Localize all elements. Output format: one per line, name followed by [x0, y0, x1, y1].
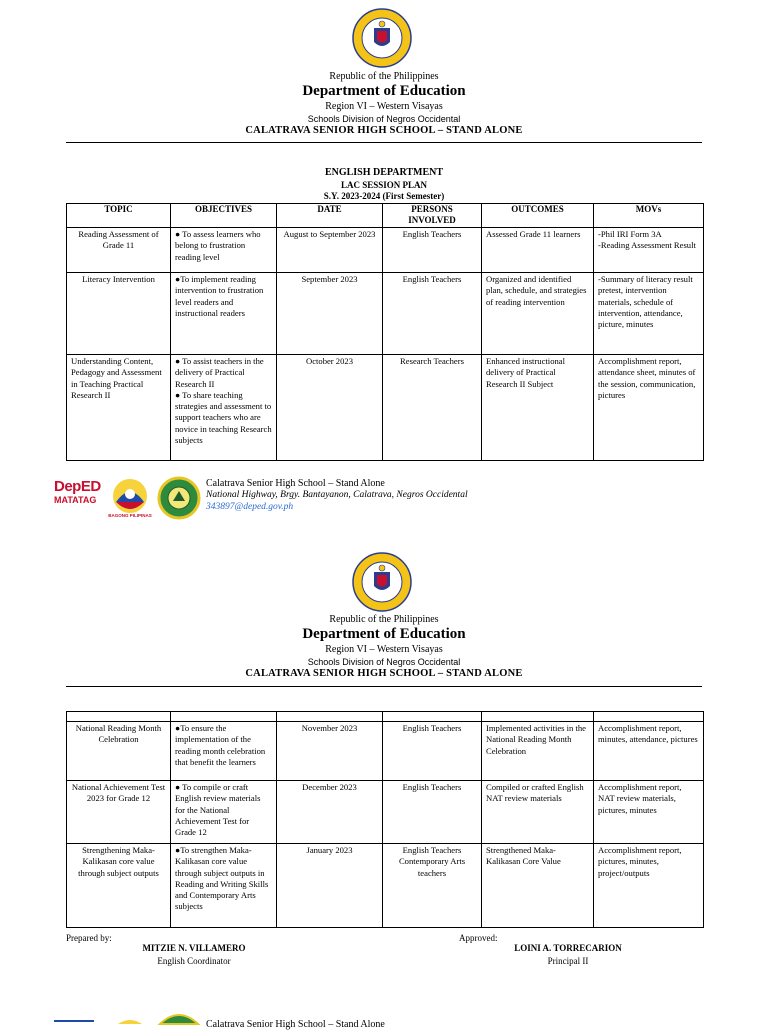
objectives-cell: ● To assess learners who belong to frustration reading level: [171, 228, 277, 273]
deped-logo-text: DepED: [54, 478, 101, 495]
footer-address: National Highway, Brgy. Bantayanon, Calatrava, Negros Occidental: [206, 490, 468, 500]
objectives-cell: ●To strengthen Maka-Kalikasan core value through subject outputs in Reading and Writing Skills and Contemporary Arts subjects: [171, 844, 277, 928]
region-text: Region VI – Western Visayas: [325, 644, 443, 655]
table-row: [67, 273, 704, 355]
objectives-cell: ● To assist teachers in the delivery of Practical Research II ● To share teaching strategies and assessment to support teachers who are novice in teaching Research subjects: [171, 355, 277, 461]
division-text: Schools Division of Negros Occidental: [307, 657, 461, 667]
outcomes-cell: Implemented activities in the National Reading Month Celebration: [482, 722, 594, 781]
column-header-date: DATE: [277, 204, 383, 228]
division-text: Schools Division of Negros Occidental: [307, 114, 461, 124]
objectives-cell: ●To implement reading intervention to frustration level readers and instructional readers: [171, 273, 277, 355]
school-year: S.Y. 2023-2024 (First Semester): [323, 191, 445, 201]
republic-text: Republic of the Philippines: [329, 71, 439, 82]
topic-cell: National Achievement Test 2023 for Grade 12: [67, 781, 171, 844]
school-seal-icon: [158, 1014, 200, 1024]
lac-plan-table-2: [66, 711, 704, 928]
department-heading: ENGLISH DEPARTMENT: [324, 167, 444, 178]
date-cell: December 2023: [277, 781, 383, 844]
topic-cell: Strengthening Maka-Kalikasan core value through subject outputs: [67, 844, 171, 928]
header-divider: [66, 686, 702, 687]
table-row: [67, 844, 704, 928]
column-header-outcomes: OUTCOMES: [482, 204, 594, 228]
table-row: [67, 355, 704, 461]
prepared-by-name: MITZIE N. VILLAMERO: [142, 943, 246, 953]
movs-cell: Accomplishment report, attendance sheet, minutes of the session, communication, pictures: [594, 355, 704, 461]
topic-cell: Reading Assessment of Grade 11: [67, 228, 171, 273]
table-blank-row: [67, 712, 704, 722]
prepared-by-label: Prepared by:: [66, 933, 112, 943]
persons-cell: English Teachers: [383, 722, 482, 781]
lac-plan-table-1: [66, 203, 704, 461]
column-header-topic: TOPIC: [67, 204, 171, 228]
date-cell: September 2023: [277, 273, 383, 355]
movs-cell: -Phil IRI Form 3A -Reading Assessment Result: [594, 228, 704, 273]
movs-cell: Accomplishment report, NAT review materials, pictures, minutes: [594, 781, 704, 844]
outcomes-cell: Compiled or crafted English NAT review materials: [482, 781, 594, 844]
footer-email-link[interactable]: 343897@deped.gov.ph: [206, 502, 294, 512]
outcomes-cell: Enhanced instructional delivery of Practical Research II Subject: [482, 355, 594, 461]
column-header-objectives: OBJECTIVES: [171, 204, 277, 228]
date-cell: November 2023: [277, 722, 383, 781]
date-cell: October 2023: [277, 355, 383, 461]
movs-cell: Accomplishment report, pictures, minutes, project/outputs: [594, 844, 704, 928]
footer-school-name: Calatrava Senior High School – Stand Alone: [206, 1019, 385, 1030]
bagong-pilipinas-text: BAGONG PILIPINAS: [108, 513, 152, 518]
republic-text: Republic of the Philippines: [329, 614, 439, 625]
bagong-pilipinas-logo-icon: [108, 1016, 152, 1024]
deped-seal-icon: [352, 552, 412, 612]
approved-by-title: Principal II: [547, 956, 589, 966]
department-title: Department of Education: [302, 626, 466, 642]
outcomes-cell: Strengthened Maka-Kalikasan Core Value: [482, 844, 594, 928]
persons-cell: English Teachers: [383, 781, 482, 844]
date-cell: January 2023: [277, 844, 383, 928]
column-header-movs: MOVs: [594, 204, 704, 228]
table-header-row: [67, 204, 704, 228]
objectives-cell: ● To compile or craft English review materials for the National Achievement Test for Grade 12: [171, 781, 277, 844]
topic-cell: Literacy Intervention: [67, 273, 171, 355]
plan-title: LAC SESSION PLAN: [340, 180, 428, 190]
deped-seal-icon: [352, 8, 412, 68]
movs-cell: -Summary of literacy result pretest, intervention materials, schedule of intervention, attendance, picture, minutes: [594, 273, 704, 355]
persons-cell: English Teachers: [383, 228, 482, 273]
persons-cell: Research Teachers: [383, 355, 482, 461]
school-name: CALATRAVA SENIOR HIGH SCHOOL – STAND ALONE: [245, 668, 523, 679]
topic-cell: National Reading Month Celebration: [67, 722, 171, 781]
region-text: Region VI – Western Visayas: [325, 101, 443, 112]
prepared-by-title: English Coordinator: [157, 956, 231, 966]
objectives-cell: ●To ensure the implementation of the reading month celebration that benefit the learners: [171, 722, 277, 781]
movs-cell: Accomplishment report, minutes, attendance, pictures: [594, 722, 704, 781]
matatag-logo-text: MATATAG: [54, 495, 97, 505]
date-cell: August to September 2023: [277, 228, 383, 273]
approved-label: Approved:: [459, 933, 498, 943]
table-row: [67, 722, 704, 781]
department-title: Department of Education: [302, 83, 466, 99]
school-name: CALATRAVA SENIOR HIGH SCHOOL – STAND ALONE: [245, 125, 523, 136]
table-row: [67, 781, 704, 844]
deped-matatag-logo: [54, 478, 102, 520]
footer-school-name: Calatrava Senior High School – Stand Alone: [206, 478, 385, 489]
deped-matatag-logo: [54, 1018, 102, 1024]
approved-by-name: LOINI A. TORRECARION: [514, 943, 622, 953]
table-row: [67, 228, 704, 273]
school-seal-icon: [158, 474, 200, 522]
column-header-persons: PERSONS INVOLVED: [383, 204, 482, 228]
persons-cell: English Teachers Contemporary Arts teachers: [383, 844, 482, 928]
persons-cell: English Teachers: [383, 273, 482, 355]
header-divider: [66, 142, 702, 143]
outcomes-cell: Organized and identified plan, schedule, and strategies of reading intervention: [482, 273, 594, 355]
outcomes-cell: Assessed Grade 11 learners: [482, 228, 594, 273]
topic-cell: Understanding Content, Pedagogy and Assessment in Teaching Practical Research II: [67, 355, 171, 461]
